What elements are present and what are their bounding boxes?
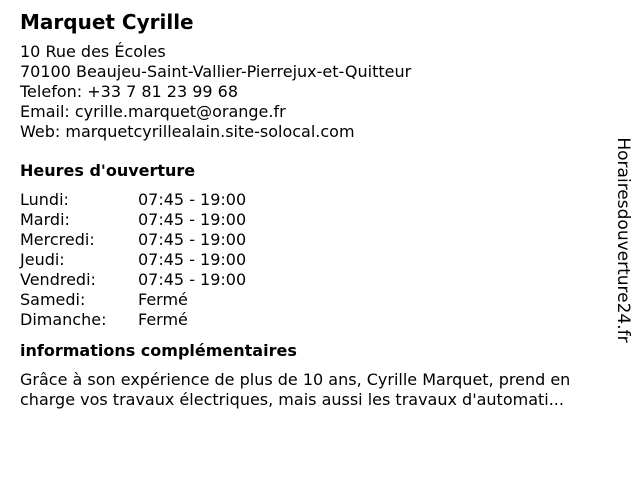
email-line: Email: cyrille.marquet@orange.fr bbox=[20, 102, 286, 121]
day-label: Dimanche: bbox=[20, 310, 107, 329]
day-label: Mercredi: bbox=[20, 230, 95, 249]
business-card bbox=[20, 8, 610, 410]
business-name: Marquet Cyrille bbox=[20, 10, 194, 34]
address-street: 10 Rue des Écoles bbox=[20, 42, 166, 61]
hours-value: 07:45 - 19:00 bbox=[138, 210, 247, 229]
hours-value: 07:45 - 19:00 bbox=[138, 190, 247, 209]
hours-value: 07:45 - 19:00 bbox=[138, 250, 247, 269]
info-title: informations complémentaires bbox=[20, 341, 297, 360]
day-label: Lundi: bbox=[20, 190, 69, 209]
day-label: Jeudi: bbox=[20, 250, 65, 269]
info-description: Grâce à son expérience de plus de 10 ans, Cyrille Marquet, prend en charge vos travaux électriques, mais aussi les travaux d'automati... bbox=[20, 370, 571, 409]
hours-value: 07:45 - 19:00 bbox=[138, 230, 247, 249]
hours-row-tuesday bbox=[20, 210, 610, 230]
day-label: Vendredi: bbox=[20, 270, 96, 289]
hours-table bbox=[20, 190, 610, 330]
website-line: Web: marquetcyrillealain.site-solocal.com bbox=[20, 122, 355, 141]
hours-value: Fermé bbox=[138, 310, 188, 329]
hours-title: Heures d'ouverture bbox=[20, 161, 196, 180]
day-label: Mardi: bbox=[20, 210, 70, 229]
hours-row-thursday bbox=[20, 250, 610, 270]
hours-row-monday bbox=[20, 190, 610, 210]
hours-row-wednesday bbox=[20, 230, 610, 250]
hours-row-sunday bbox=[20, 310, 610, 330]
hours-value: Fermé bbox=[138, 290, 188, 309]
phone-line: Telefon: +33 7 81 23 99 68 bbox=[20, 82, 239, 101]
hours-value: 07:45 - 19:00 bbox=[138, 270, 247, 289]
site-watermark: Horairesdouverture24.fr bbox=[613, 137, 633, 343]
hours-row-saturday bbox=[20, 290, 610, 310]
day-label: Samedi: bbox=[20, 290, 86, 309]
address-city: 70100 Beaujeu-Saint-Vallier-Pierrejux-et-Quitteur bbox=[20, 62, 412, 81]
hours-row-friday bbox=[20, 270, 610, 290]
